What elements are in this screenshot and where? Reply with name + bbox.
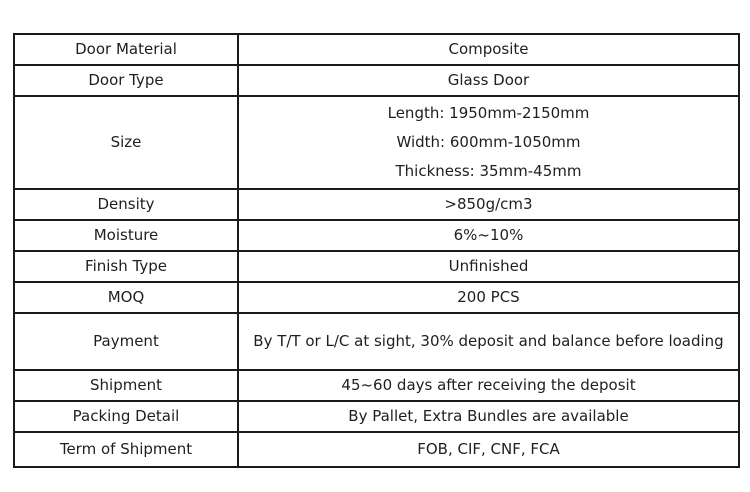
size-length-line: Length: 1950mm-2150mm — [387, 104, 590, 122]
spec-label-door-type: Door Type — [14, 65, 238, 96]
table-row — [14, 432, 739, 467]
spec-value-packing-detail: By Pallet, Extra Bundles are available — [238, 401, 739, 432]
spec-label-moq: MOQ — [14, 282, 238, 313]
table-row — [14, 34, 739, 65]
spec-label-payment: Payment — [14, 313, 238, 370]
table-row — [14, 220, 739, 251]
spec-value-shipment: 45~60 days after receiving the deposit — [238, 370, 739, 401]
spec-label-packing-detail: Packing Detail — [14, 401, 238, 432]
table-row — [14, 313, 739, 370]
spec-label-moisture: Moisture — [14, 220, 238, 251]
table-row — [14, 282, 739, 313]
spec-label-density: Density — [14, 189, 238, 220]
spec-label-term-of-shipment: Term of Shipment — [14, 432, 238, 467]
table-row — [14, 189, 739, 220]
spec-value-door-material: Composite — [238, 34, 739, 65]
table-row — [14, 370, 739, 401]
spec-label-door-material: Door Material — [14, 34, 238, 65]
spec-value-payment: By T/T or L/C at sight, 30% deposit and balance before loading — [238, 313, 739, 370]
spec-value-size — [238, 96, 739, 189]
spec-value-term-of-shipment: FOB, CIF, CNF, FCA — [238, 432, 739, 467]
spec-value-finish-type: Unfinished — [238, 251, 739, 282]
table-row — [14, 96, 739, 189]
spec-value-moq: 200 PCS — [238, 282, 739, 313]
size-width-line: Width: 600mm-1050mm — [396, 133, 581, 151]
table-row — [14, 251, 739, 282]
table-row — [14, 65, 739, 96]
spec-value-moisture: 6%~10% — [238, 220, 739, 251]
table-row — [14, 401, 739, 432]
spec-label-finish-type: Finish Type — [14, 251, 238, 282]
spec-label-shipment: Shipment — [14, 370, 238, 401]
product-spec-table — [13, 33, 740, 468]
spec-table — [13, 33, 740, 468]
spec-value-door-type: Glass Door — [238, 65, 739, 96]
spec-value-density: >850g/cm3 — [238, 189, 739, 220]
size-thickness-line: Thickness: 35mm-45mm — [395, 162, 582, 180]
spec-label-size: Size — [14, 96, 238, 189]
